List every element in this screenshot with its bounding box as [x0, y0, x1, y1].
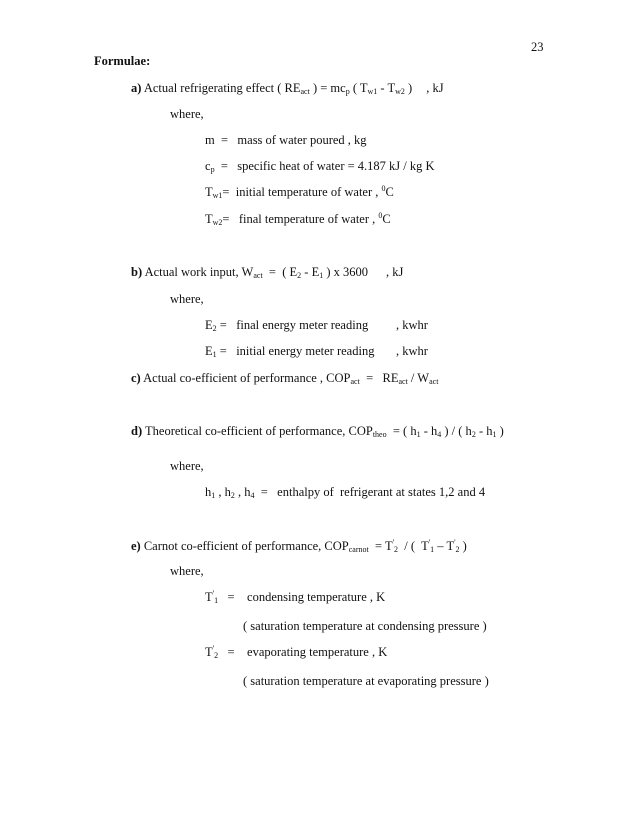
def-unit: , kwhr	[396, 344, 428, 358]
formula-c	[131, 371, 438, 386]
def-desc: = initial energy meter reading	[216, 344, 375, 358]
sub: 1	[211, 491, 216, 500]
def-eq: =	[214, 133, 238, 147]
def-part: , h	[215, 485, 231, 499]
sup: 0	[378, 211, 383, 220]
formula-d-part: - h	[475, 424, 493, 438]
def-desc: = condensing temperature , K	[218, 590, 386, 604]
sub: 1	[430, 545, 435, 554]
def-row	[205, 485, 485, 500]
formula-d-part: - h	[420, 424, 438, 438]
page-number: 23	[531, 40, 544, 54]
formula-d-part: )	[496, 424, 504, 438]
formula-b	[131, 265, 403, 280]
formula-b-text: Actual work input, W	[144, 265, 254, 279]
def-row	[205, 133, 367, 148]
formula-c-eq: = RE	[359, 371, 399, 385]
formula-e-where: where,	[170, 564, 204, 578]
sub: act	[300, 87, 310, 96]
def-eq: =	[214, 159, 238, 173]
def-desc: mass of water poured , kg	[237, 133, 367, 147]
formula-a-marker: a)	[131, 81, 142, 95]
sub: act	[350, 377, 360, 386]
sup: 0	[381, 184, 386, 193]
formula-d-text: Theoretical co-efficient of performance, COP	[145, 424, 373, 438]
sub: w2	[212, 218, 223, 227]
def-symbol: c	[205, 159, 211, 173]
sup: '	[212, 589, 215, 598]
def-symbol: T	[205, 185, 213, 199]
formula-a-part: - T	[377, 81, 396, 95]
sup: '	[428, 538, 431, 547]
def-eq: =	[222, 185, 236, 199]
formula-a-part: ( T	[349, 81, 368, 95]
formula-a-part: )	[404, 81, 413, 95]
def-symbol: T	[205, 590, 213, 604]
sup: '	[392, 538, 395, 547]
sub: 1	[416, 430, 421, 439]
formula-a-eq: ) = mc	[309, 81, 346, 95]
def-eq: =	[222, 212, 239, 226]
formula-a-unit: , kJ	[426, 81, 444, 95]
formula-b-eq: = ( E	[262, 265, 298, 279]
sub: act	[253, 271, 263, 280]
def-tail: C	[385, 185, 394, 199]
formula-d-eq: = ( h	[386, 424, 417, 438]
formula-b-part: ) x 3600	[323, 265, 369, 279]
sub: 2	[230, 491, 235, 500]
def-row	[205, 645, 387, 660]
formula-a-where: where,	[170, 107, 204, 121]
def-desc: specific heat of water = 4.187 kJ / kg K	[237, 159, 435, 173]
formula-e-marker: e)	[131, 539, 141, 553]
formula-e-part: / ( T	[398, 539, 429, 553]
sub: act	[398, 377, 408, 386]
def-note: ( saturation temperature at evaporating pressure )	[243, 674, 489, 688]
sub: carnot	[348, 545, 369, 554]
page-heading: Formulae:	[94, 54, 151, 68]
def-desc: final temperature of water ,	[238, 212, 379, 226]
def-part: , h	[234, 485, 251, 499]
def-desc: = evaporating temperature , K	[218, 645, 388, 659]
formula-e-eq: = T	[368, 539, 393, 553]
sub: 2	[394, 545, 399, 554]
sub: 1	[214, 596, 219, 605]
sup: '	[454, 538, 456, 547]
formula-a	[131, 81, 444, 96]
formula-c-marker: c)	[131, 371, 141, 385]
def-row	[205, 212, 391, 227]
formula-b-where: where,	[170, 292, 204, 306]
sub: w2	[395, 87, 405, 96]
sub: 4	[250, 491, 255, 500]
def-note: ( saturation temperature at condensing pressure )	[243, 619, 487, 633]
formula-b-marker: b)	[131, 265, 143, 279]
formula-c-text: Actual co-efficient of performance , COP	[143, 371, 351, 385]
sub: w1	[367, 87, 378, 96]
sub: 2	[212, 324, 217, 333]
sub: p	[210, 165, 215, 174]
def-row	[205, 590, 385, 605]
sub: 4	[437, 430, 442, 439]
sub: 2	[471, 430, 476, 439]
formula-a-text: Actual refrigerating effect ( RE	[143, 81, 301, 95]
sub: w1	[212, 191, 223, 200]
formula-d-part: ) / ( h	[441, 424, 472, 438]
formula-c-part: / W	[407, 371, 430, 385]
sub: theo	[372, 430, 387, 439]
sub: p	[345, 87, 350, 96]
formula-e-part: )	[459, 539, 467, 553]
def-symbol: T	[205, 645, 213, 659]
def-desc: = final energy meter reading	[216, 318, 369, 332]
sub: 1	[492, 430, 497, 439]
def-row	[205, 318, 368, 333]
def-unit: , kwhr	[396, 318, 428, 332]
sub: act	[429, 377, 439, 386]
sub: 1	[319, 271, 324, 280]
def-symbol: E	[205, 318, 213, 332]
formula-e-text: Carnot co-efficient of performance, COP	[143, 539, 349, 553]
def-symbol: T	[205, 212, 213, 226]
def-row	[205, 159, 435, 174]
def-symbol: E	[205, 344, 213, 358]
sub: 2	[297, 271, 302, 280]
formula-b-part: - E	[301, 265, 320, 279]
def-tail: C	[382, 212, 391, 226]
formula-d-marker: d)	[131, 424, 143, 438]
sub: 2	[214, 651, 219, 660]
def-symbol: m	[205, 133, 215, 147]
formula-e-part: – T	[434, 539, 455, 553]
formula-b-unit: , kJ	[386, 265, 404, 279]
def-desc: = enthalpy of refrigerant at states 1,2 and 4	[254, 485, 486, 499]
sub: 2	[455, 545, 460, 554]
def-symbol: h	[205, 485, 212, 499]
def-desc: initial temperature of water ,	[235, 185, 382, 199]
formula-e	[131, 539, 467, 554]
def-row	[205, 185, 394, 200]
formula-d	[131, 424, 504, 439]
sup: '	[212, 644, 215, 653]
def-row	[205, 344, 374, 359]
sub: 1	[212, 350, 217, 359]
formula-d-where: where,	[170, 459, 204, 473]
